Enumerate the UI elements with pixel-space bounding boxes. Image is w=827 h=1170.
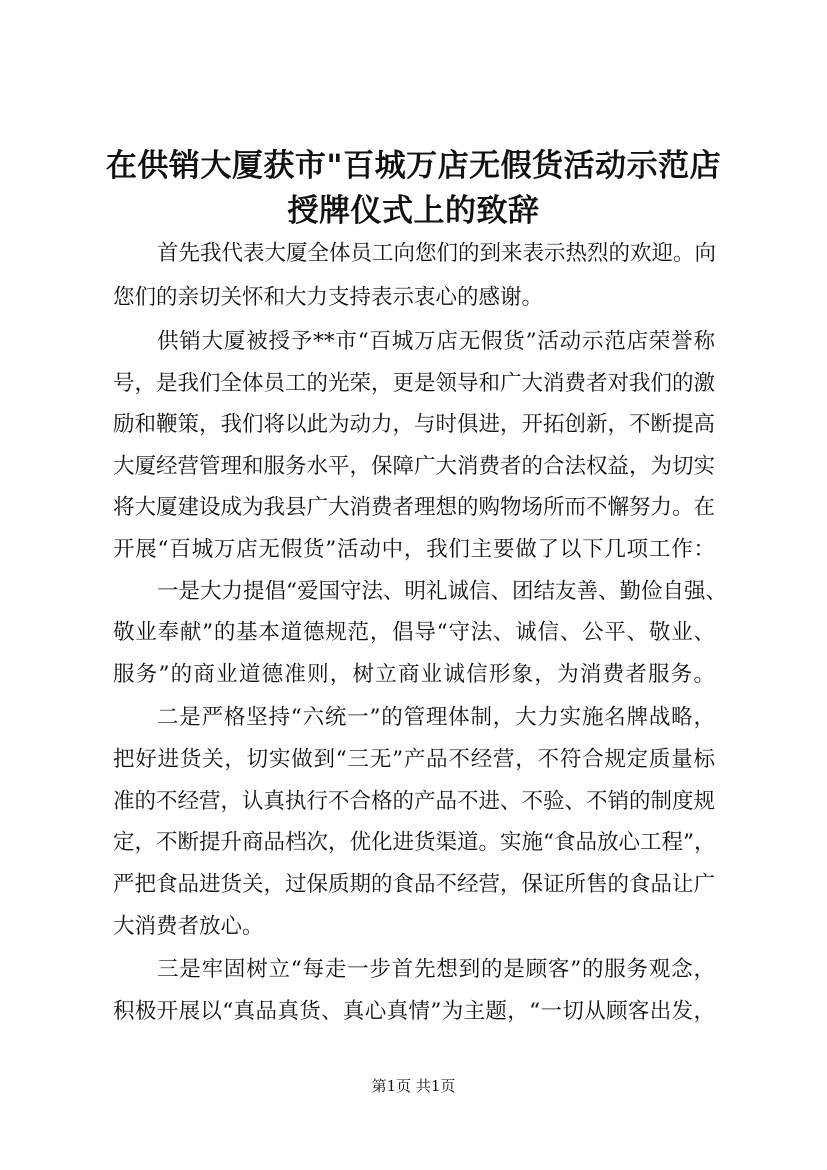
body-line: 您们的亲切关怀和大力支持表示衷心的感谢。: [113, 285, 544, 310]
body-line: 积极开展以“真品真货、真心真情”为主题，“一切从顾客出发，: [113, 999, 715, 1024]
body-line: 严把食品进货关，过保质期的食品不经营，保证所售的食品让广: [113, 872, 716, 897]
body-line: 大厦经营管理和服务水平，保障广大消费者的合法权益，为切实: [113, 454, 716, 479]
body-line: 敬业奉献”的基本道德规范，倡导“守法、诚信、公平、敬业、: [113, 620, 715, 645]
body-line: 三是牢固树立“每走一步首先想到的是顾客”的服务观念，: [157, 957, 715, 982]
body-line: 将大厦建设成为我县广大消费者理想的购物场所而不懈努力。在: [113, 495, 716, 520]
body-line: 准的不经营，认真执行不合格的产品不进、不验、不销的制度规: [113, 789, 716, 814]
page-number-footer: 第1页 共1页: [371, 1077, 456, 1095]
body-line: 服务”的商业道德准则，树立商业诚信形象，为消费者服务。: [113, 662, 715, 687]
body-line: 首先我代表大厦全体员工向您们的到来表示热烈的欢迎。向: [157, 241, 717, 266]
body-line: 大消费者放心。: [113, 914, 264, 939]
body-line: 把好进货关，切实做到“三无”产品不经营，不符合规定质量标: [113, 747, 715, 772]
body-line: 励和鞭策，我们将以此为动力，与时俱进，开拓创新，不断提高: [113, 412, 716, 437]
document-title-line-1: 在供销大厦获市"百城万店无假货活动示范店: [105, 148, 722, 184]
body-line: 供销大厦被授予**市“百城万店无假货”活动示范店荣誉称: [157, 329, 715, 354]
document-title-line-2: 授牌仪式上的致辞: [287, 193, 540, 229]
body-line: 二是严格坚持“六统一”的管理体制，大力实施名牌战略，: [157, 705, 715, 730]
body-line: 一是大力提倡“爱国守法、明礼诚信、团结友善、勤俭自强、: [157, 579, 727, 604]
body-line: 号，是我们全体员工的光荣，更是领导和广大消费者对我们的激: [113, 371, 716, 396]
body-line: 开展“百城万店无假货”活动中，我们主要做了以下几项工作：: [113, 537, 715, 562]
body-line: 定，不断提升商品档次，优化进货渠道。实施“食品放心工程”，: [113, 830, 716, 855]
